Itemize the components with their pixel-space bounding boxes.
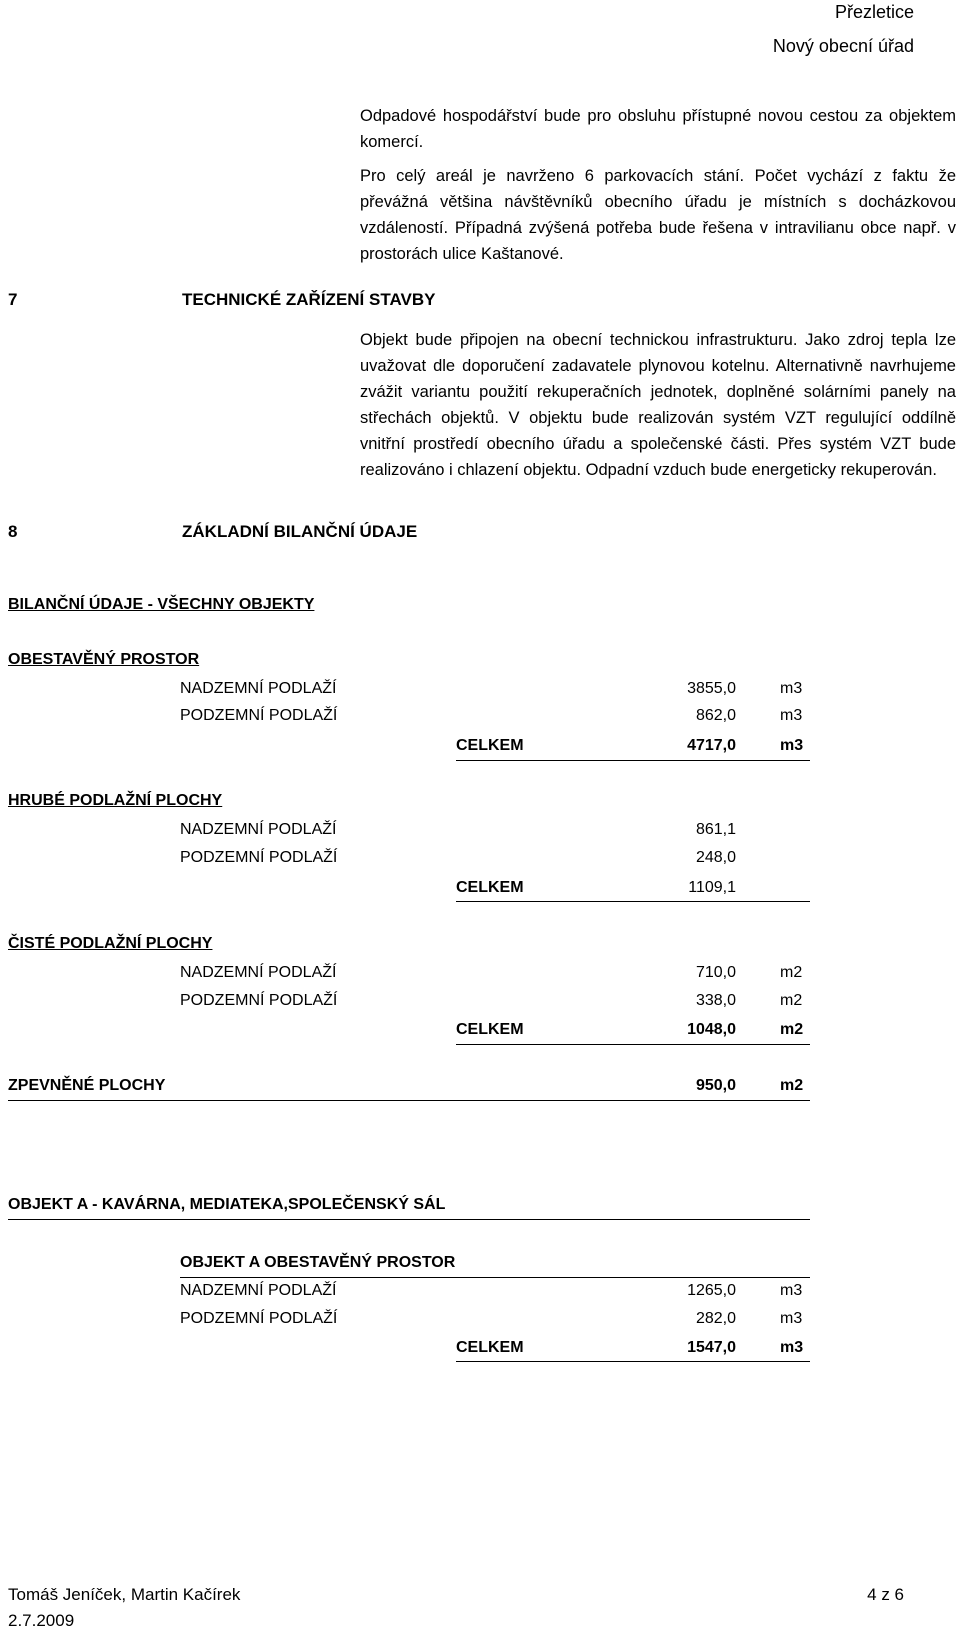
object-a-subheading: OBJEKT A OBESTAVĚNÝ PROSTOR	[180, 1254, 456, 1271]
footer-authors: Tomáš Jeníček, Martin Kačírek	[8, 1585, 241, 1604]
paved-underline	[8, 1100, 810, 1101]
waste-paragraph: Odpadové hospodářství bude pro obsluhu přístupné novou cestou za objektem komercí.	[360, 107, 956, 151]
table-row: PODZEMNÍ PODLAŽÍ 248,0	[180, 849, 736, 866]
header-project: Přezletice	[834, 2, 914, 22]
footer-date: 2.7.2009	[8, 1611, 75, 1630]
total-underline	[456, 1044, 810, 1045]
header-subtitle: Nový obecní úřad	[772, 36, 914, 56]
table-row: PODZEMNÍ PODLAŽÍ 338,0 m2	[180, 992, 803, 1009]
section-8-title: ZÁKLADNÍ BILANČNÍ ÚDAJE	[182, 522, 418, 541]
table-row: NADZEMNÍ PODLAŽÍ 3855,0 m3	[180, 680, 803, 697]
paved-areas-title: ZPEVNĚNÉ PLOCHY	[8, 1077, 166, 1094]
table-total-row: CELKEM 1547,0 m3	[456, 1339, 804, 1356]
table-total-row: CELKEM 4717,0 m3	[456, 737, 804, 754]
group-built-volume-title: OBESTAVĚNÝ PROSTOR	[8, 651, 200, 668]
total-underline	[456, 901, 810, 902]
table-row: PODZEMNÍ PODLAŽÍ 862,0 m3	[180, 707, 803, 724]
object-a-heading: OBJEKT A - KAVÁRNA, MEDIATEKA,SPOLEČENSKÝ SÁL	[8, 1196, 446, 1213]
object-a-heading-underline	[8, 1219, 810, 1220]
total-underline	[456, 1361, 810, 1362]
table-total-row: CELKEM 1048,0 m2	[456, 1021, 804, 1038]
paved-areas-row: 950,0 m2	[695, 1077, 804, 1094]
table-row: PODZEMNÍ PODLAŽÍ 282,0 m3	[180, 1310, 803, 1327]
table-row: NADZEMNÍ PODLAŽÍ 1265,0 m3	[180, 1282, 803, 1299]
table-row: NADZEMNÍ PODLAŽÍ 861,1	[180, 821, 736, 838]
group-net-area-title: ČISTÉ PODLAŽNÍ PLOCHY	[8, 935, 213, 952]
section-8-number: 8	[8, 522, 18, 541]
parking-paragraph: Pro celý areál je navrženo 6 parkovacích stání. Počet vychází z faktu že převážná většina návštěvníků obecního úřadu je místních s docházkovou vzdáleností. Případná zvýšená potřeba bude řešena v intravilianu obce např. v prostorách ulice Kaštanové.	[360, 167, 956, 263]
group-gross-area-title: HRUBÉ PODLAŽNÍ PLOCHY	[8, 792, 223, 809]
table-total-row: CELKEM 1109,1	[456, 879, 736, 896]
section-7-number: 7	[8, 290, 18, 309]
page-number: 4 z 6	[867, 1585, 904, 1604]
all-objects-heading: BILANČNÍ ÚDAJE - VŠECHNY OBJEKTY	[8, 596, 315, 613]
total-underline	[456, 760, 810, 761]
object-a-subheading-underline	[180, 1277, 810, 1278]
table-row: NADZEMNÍ PODLAŽÍ 710,0 m2	[180, 964, 803, 981]
section-7-title: TECHNICKÉ ZAŘÍZENÍ STAVBY	[182, 290, 436, 309]
section-7-text: Objekt bude připojen na obecní technickou infrastrukturu. Jako zdroj tepla lze uvažovat dle doporučení zadavatele plynovou kotelnu. Alternativně navrhujeme zvážit variantu použití rekuperačních jednotek, doplněné solárními panely na střechách objektů. V objektu bude realizován systém VZT regulující oddílně vnitřní prostředí obecního úřadu a společenské části. Přes systém VZT bude realizováno i chlazení objektu. Odpadní vzduch bude energeticky rekuperován.	[360, 331, 956, 479]
